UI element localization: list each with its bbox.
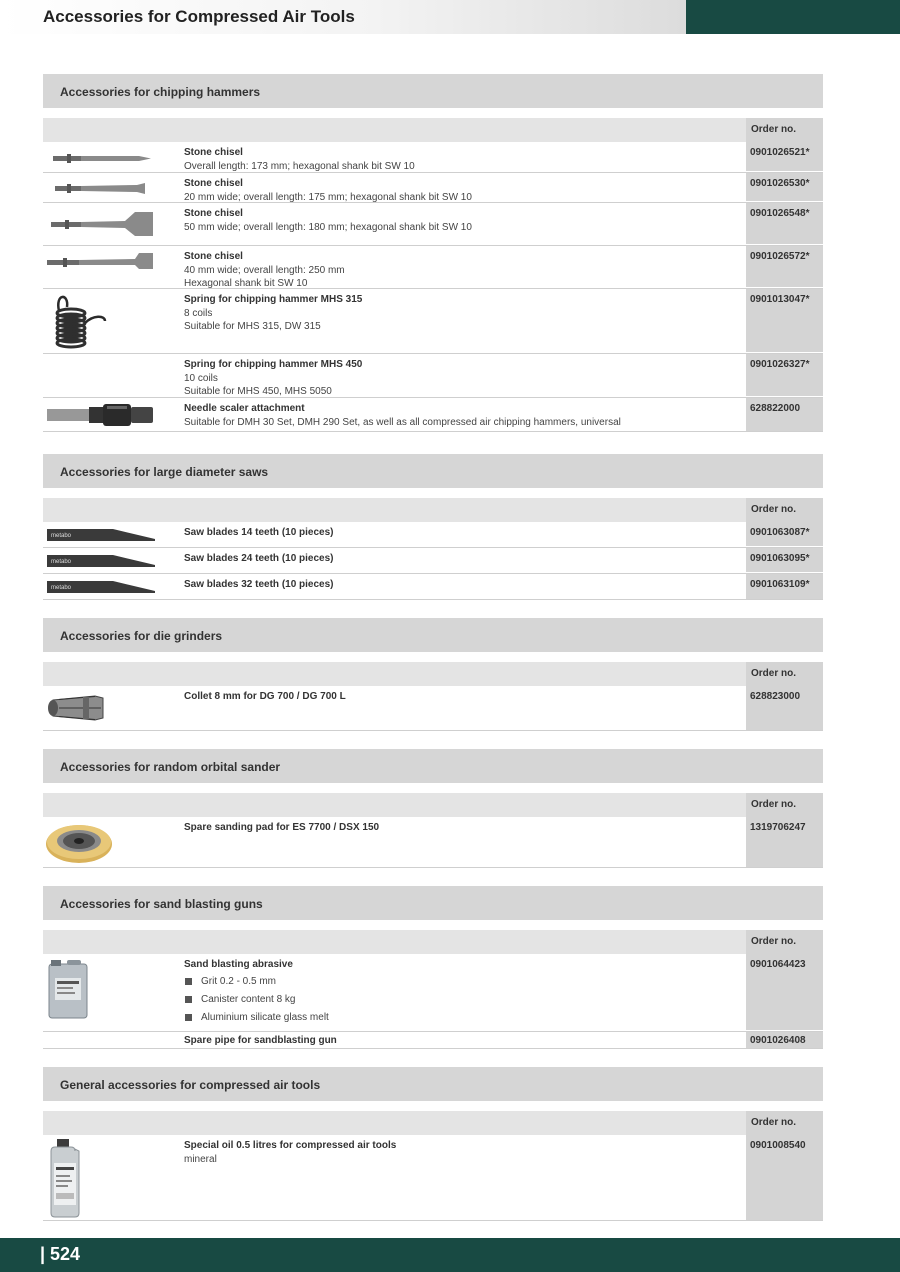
order-number: 0901064423 (746, 954, 823, 1031)
order-number: 628822000 (746, 398, 823, 431)
needle-scaler-icon (43, 398, 161, 431)
column-header (43, 498, 823, 522)
column-header (43, 662, 823, 686)
section-header-general-accessories: General accessories for compressed air tools (43, 1067, 823, 1101)
brand-bar (686, 0, 900, 34)
product-row (43, 817, 823, 868)
feature-item: Aluminium silicate glass melt (184, 1009, 734, 1027)
saw-blade-icon (43, 574, 161, 599)
order-number: 0901026521* (746, 142, 823, 172)
product-detail: Suitable for MHS 450, MHS 5050 (184, 386, 332, 397)
order-number: 0901026530* (746, 173, 823, 202)
order-number: 0901063095* (746, 548, 823, 573)
product-detail: 20 mm wide; overall length: 175 mm; hexagonal shank bit SW 10 (184, 191, 472, 203)
product-detail: mineral (184, 1153, 217, 1165)
product-detail: Suitable for MHS 315, DW 315 (184, 321, 321, 332)
order-number: 0901063109* (746, 574, 823, 599)
order-number: 0901063087* (746, 522, 823, 547)
feature-list (184, 973, 734, 1027)
product-row (43, 522, 823, 548)
saw-blade-icon (43, 548, 161, 573)
product-name: Needle scaler attachment (184, 403, 305, 414)
product-detail: 50 mm wide; overall length: 180 mm; hexagonal shank bit SW 10 (184, 221, 472, 233)
order-number: 0901026548* (746, 203, 823, 245)
product-row (43, 686, 823, 731)
page-title: Accessories for Compressed Air Tools (43, 7, 355, 26)
flat-chisel-icon (43, 173, 161, 202)
order-no-header: Order no. (746, 118, 823, 142)
order-number: 0901026327* (746, 354, 823, 397)
order-no-header: Order no. (746, 498, 823, 522)
section-header-random-orbital-sander: Accessories for random orbital sander (43, 749, 823, 783)
order-number: 0901008540 (746, 1135, 823, 1220)
product-name: Special oil 0.5 litres for compressed air tools (184, 1140, 397, 1151)
collet-icon (43, 686, 161, 730)
order-number: 0901026572* (746, 246, 823, 288)
column-header (43, 118, 823, 142)
feature-item: Canister content 8 kg (184, 991, 734, 1009)
long-chisel-icon (43, 246, 161, 288)
product-row (43, 574, 823, 600)
order-number: 0901013047* (746, 289, 823, 353)
oil-bottle-icon (43, 1135, 161, 1220)
product-name: Stone chisel (184, 147, 243, 158)
product-name: Spring for chipping hammer MHS 315 (184, 294, 363, 305)
sanding-pad-icon (43, 817, 161, 867)
product-name: Spare pipe for sandblasting gun (184, 1035, 337, 1046)
section-header-sand-blasting-guns: Accessories for sand blasting guns (43, 886, 823, 920)
product-name: Saw blades 32 teeth (10 pieces) (184, 579, 334, 590)
column-header (43, 793, 823, 817)
product-row (43, 354, 823, 398)
product-name: Stone chisel (184, 178, 243, 189)
spring-icon (43, 289, 161, 353)
product-detail: Hexagonal shank bit SW 10 (184, 278, 308, 289)
product-name: Saw blades 24 teeth (10 pieces) (184, 553, 334, 564)
saw-blade-icon (43, 522, 161, 547)
feature-item: Grit 0.2 - 0.5 mm (184, 973, 734, 991)
section-header-chipping-hammers: Accessories for chipping hammers (43, 74, 823, 108)
page-header (0, 0, 900, 34)
product-row (43, 1135, 823, 1221)
product-name: Collet 8 mm for DG 700 / DG 700 L (184, 691, 346, 702)
pointed-chisel-icon (43, 142, 161, 172)
product-row (43, 289, 823, 354)
product-name: Sand blasting abrasive (184, 959, 293, 970)
svg-text:metabo: metabo (51, 559, 72, 565)
order-no-header: Order no. (746, 1111, 823, 1135)
product-row (43, 954, 823, 1032)
canister-icon (43, 954, 161, 1031)
product-name: Stone chisel (184, 208, 243, 219)
order-number: 0901026408 (746, 1032, 823, 1048)
section-header-large-diameter-saws: Accessories for large diameter saws (43, 454, 823, 488)
section-header-die-grinders: Accessories for die grinders (43, 618, 823, 652)
product-detail: 40 mm wide; overall length: 250 mm (184, 264, 345, 276)
page-footer (0, 1238, 900, 1272)
column-header (43, 1111, 823, 1135)
svg-text:metabo: metabo (51, 533, 72, 539)
svg-text:metabo: metabo (51, 585, 72, 591)
wide-chisel-icon (43, 203, 161, 245)
product-detail: Suitable for DMH 30 Set, DMH 290 Set, as well as all compressed air chipping hammers, universal (184, 416, 621, 428)
product-row (43, 173, 823, 203)
product-row (43, 142, 823, 173)
product-row (43, 246, 823, 289)
column-header (43, 930, 823, 954)
order-number: 628823000 (746, 686, 823, 730)
product-name: Spring for chipping hammer MHS 450 (184, 359, 363, 370)
page-number: | 524 (40, 1244, 81, 1264)
product-name: Spare sanding pad for ES 7700 / DSX 150 (184, 822, 380, 833)
product-name: Stone chisel (184, 251, 243, 262)
product-row (43, 548, 823, 574)
product-detail: 8 coils (184, 307, 213, 319)
product-row (43, 1032, 823, 1049)
order-no-header: Order no. (746, 662, 823, 686)
order-no-header: Order no. (746, 793, 823, 817)
product-row (43, 398, 823, 432)
order-no-header: Order no. (746, 930, 823, 954)
order-number: 1319706247 (746, 817, 823, 867)
product-row (43, 203, 823, 246)
product-name: Saw blades 14 teeth (10 pieces) (184, 527, 334, 538)
product-detail: Overall length: 173 mm; hexagonal shank bit SW 10 (184, 160, 415, 172)
product-detail: 10 coils (184, 372, 218, 384)
